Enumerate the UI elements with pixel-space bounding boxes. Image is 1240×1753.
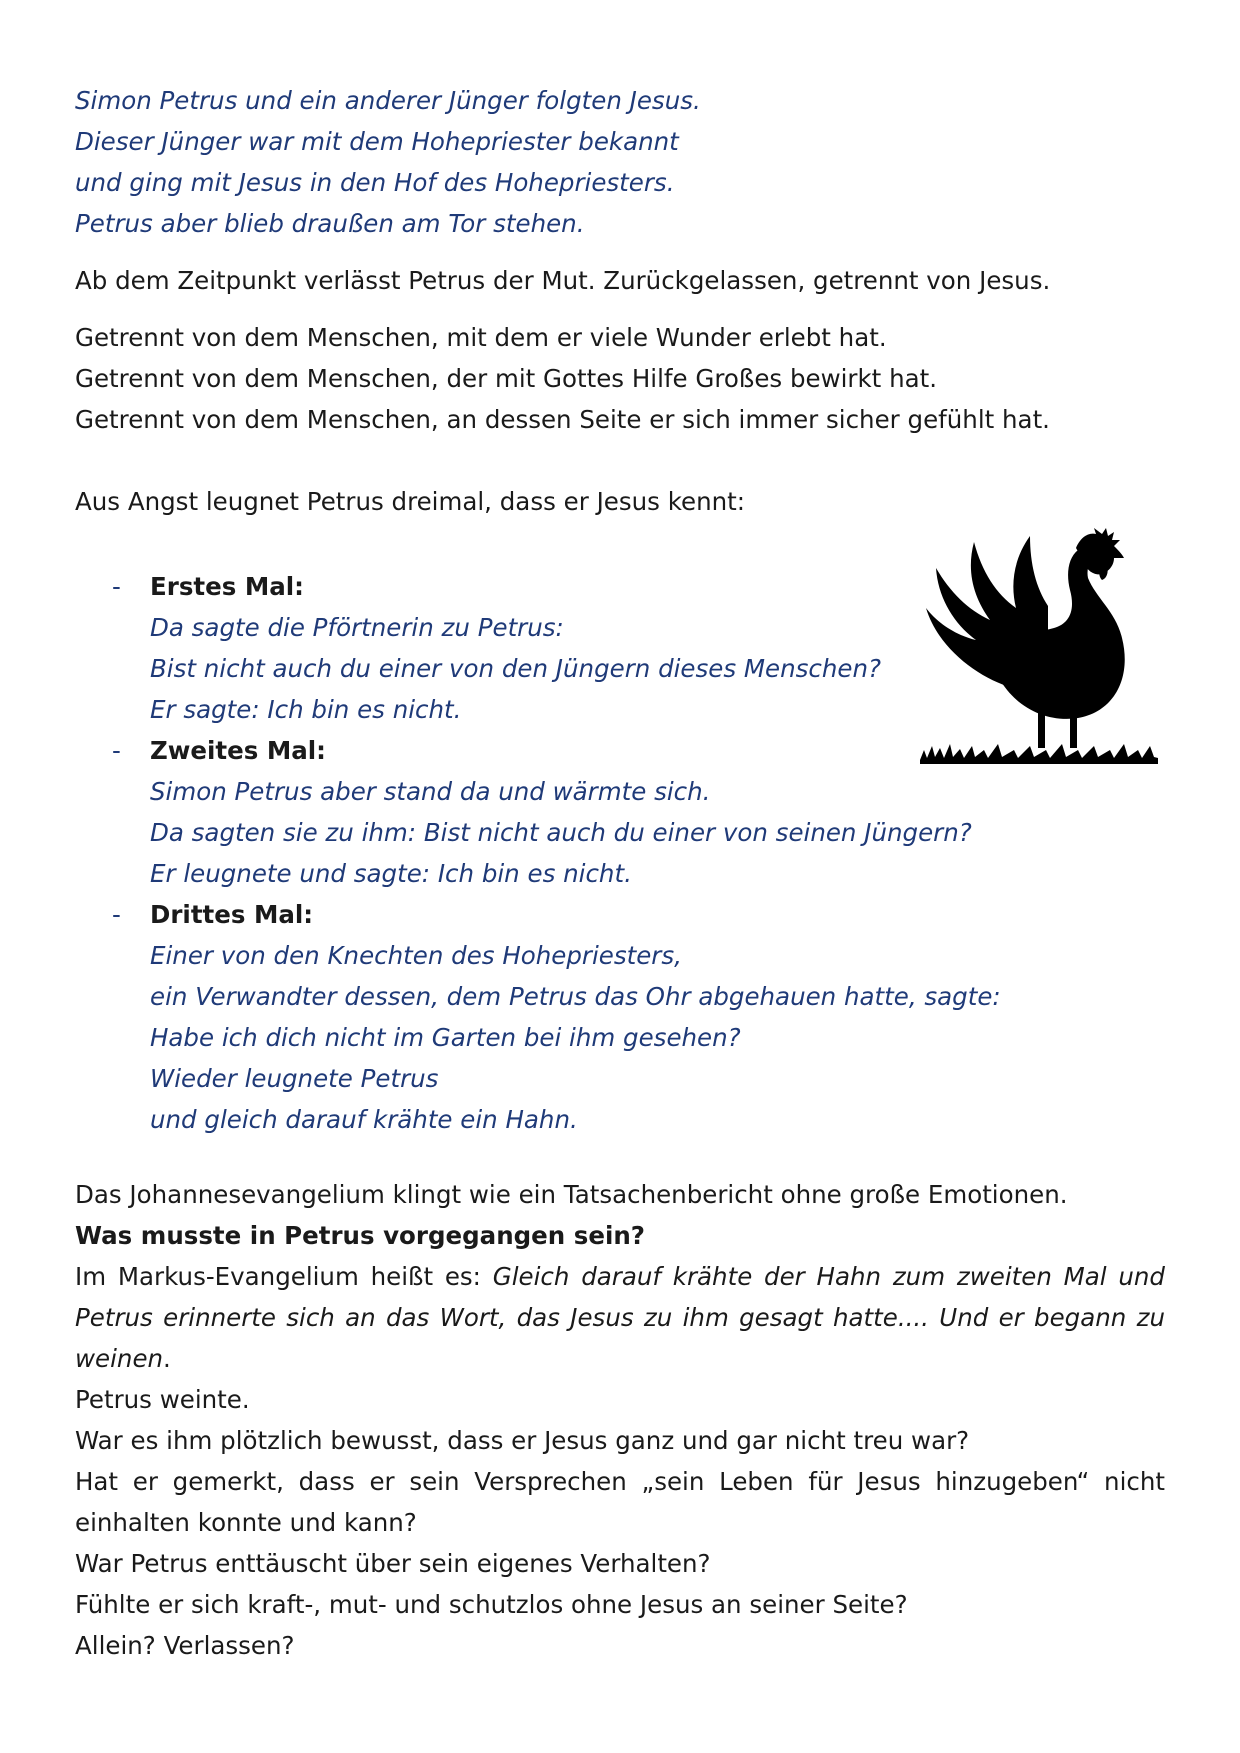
- reflection-line: einhalten konnte und kann?: [75, 1508, 417, 1537]
- list-item-line: und gleich darauf krähte ein Hahn.: [150, 1105, 578, 1134]
- reflection-section: [75, 1174, 1165, 1666]
- list-item-line: Da sagte die Pförtnerin zu Petrus:: [150, 613, 564, 642]
- list-item-line: Wieder leugnete Petrus: [150, 1064, 439, 1093]
- reflection-question: Was musste in Petrus vorgegangen sein?: [75, 1221, 646, 1250]
- markus-end: .: [163, 1344, 171, 1373]
- intro-quote-line: Petrus aber blieb draußen am Tor stehen.: [75, 209, 585, 238]
- list-item-line: Er sagte: Ich bin es nicht.: [150, 695, 462, 724]
- reflection-line: Fühlte er sich kraft-, mut- und schutzlos ohne Jesus an seiner Seite?: [75, 1590, 908, 1619]
- list-item-line: Da sagten sie zu ihm: Bist nicht auch du einer von seinen Jüngern?: [150, 818, 972, 847]
- reflection-line: Petrus weinte.: [75, 1385, 250, 1414]
- list-item-title: Erstes Mal:: [150, 572, 304, 601]
- list-item-line: ein Verwandter dessen, dem Petrus das Ohr abgehauen hatte, sagte:: [150, 982, 1001, 1011]
- reflection-line: War es ihm plötzlich bewusst, dass er Jesus ganz und gar nicht treu war?: [75, 1426, 970, 1455]
- list-item-line: Bist nicht auch du einer von den Jüngern dieses Menschen?: [150, 654, 882, 683]
- markus-line: [75, 1297, 1165, 1338]
- markus-lead: Im Markus-Evangelium heißt es:: [75, 1262, 493, 1291]
- intro-quote-line: Dieser Jünger war mit dem Hohepriester bekannt: [75, 127, 679, 156]
- intro-quote: [75, 80, 1165, 244]
- separation-line: Getrennt von dem Menschen, mit dem er viele Wunder erlebt hat.: [75, 323, 887, 352]
- markus-quote: weinen: [75, 1344, 164, 1373]
- markus-quote: Petrus erinnerte sich an das Wort, das Jesus zu ihm gesagt hatte.... Und er begann zu: [75, 1303, 1165, 1332]
- list-dash: -: [112, 572, 121, 601]
- paragraph-text: Ab dem Zeitpunkt verlässt Petrus der Mut. Zurückgelassen, getrennt von Jesus.: [75, 266, 1051, 295]
- list-item-title: Zweites Mal:: [150, 736, 326, 765]
- intro-quote-line: Simon Petrus und ein anderer Jünger folgten Jesus.: [75, 86, 701, 115]
- separation-line: Getrennt von dem Menschen, der mit Gottes Hilfe Großes bewirkt hat.: [75, 364, 937, 393]
- markus-line: [75, 1338, 1165, 1379]
- list-dash: -: [112, 900, 121, 929]
- denial-intro-text: Aus Angst leugnet Petrus dreimal, dass er Jesus kennt:: [75, 487, 746, 516]
- denial-intro: [75, 481, 1165, 522]
- paragraph-courage: [75, 260, 1165, 301]
- list-item-first: [112, 566, 1012, 730]
- list-item-line: Habe ich dich nicht im Garten bei ihm gesehen?: [150, 1023, 741, 1052]
- intro-quote-line: und ging mit Jesus in den Hof des Hohepriesters.: [75, 168, 675, 197]
- reflection-line: Hat er gemerkt, dass er sein Versprechen „sein Leben für Jesus hinzugeben“ nicht: [75, 1467, 1165, 1496]
- markus-line: [75, 1256, 1165, 1297]
- list-item-line: Er leugnete und sagte: Ich bin es nicht.: [150, 859, 632, 888]
- list-item-line: Einer von den Knechten des Hohepriesters,: [150, 941, 682, 970]
- separation-paragraph: [75, 317, 1165, 440]
- list-item-line: Simon Petrus aber stand da und wärmte sich.: [150, 777, 711, 806]
- reflection-line: Das Johannesevangelium klingt wie ein Tatsachenbericht ohne große Emotionen.: [75, 1180, 1068, 1209]
- reflection-line: War Petrus enttäuscht über sein eigenes Verhalten?: [75, 1549, 711, 1578]
- rooster-silhouette-icon: [918, 528, 1158, 764]
- denial-list: [112, 566, 1012, 1140]
- separation-line: Getrennt von dem Menschen, an dessen Seite er sich immer sicher gefühlt hat.: [75, 405, 1050, 434]
- markus-quote: Gleich darauf krähte der Hahn zum zweiten Mal und: [492, 1262, 1165, 1291]
- list-item-second: [112, 730, 1012, 894]
- list-item-third: [112, 894, 1012, 1140]
- list-item-title: Drittes Mal:: [150, 900, 314, 929]
- reflection-line: Allein? Verlassen?: [75, 1631, 295, 1660]
- list-dash: -: [112, 736, 121, 765]
